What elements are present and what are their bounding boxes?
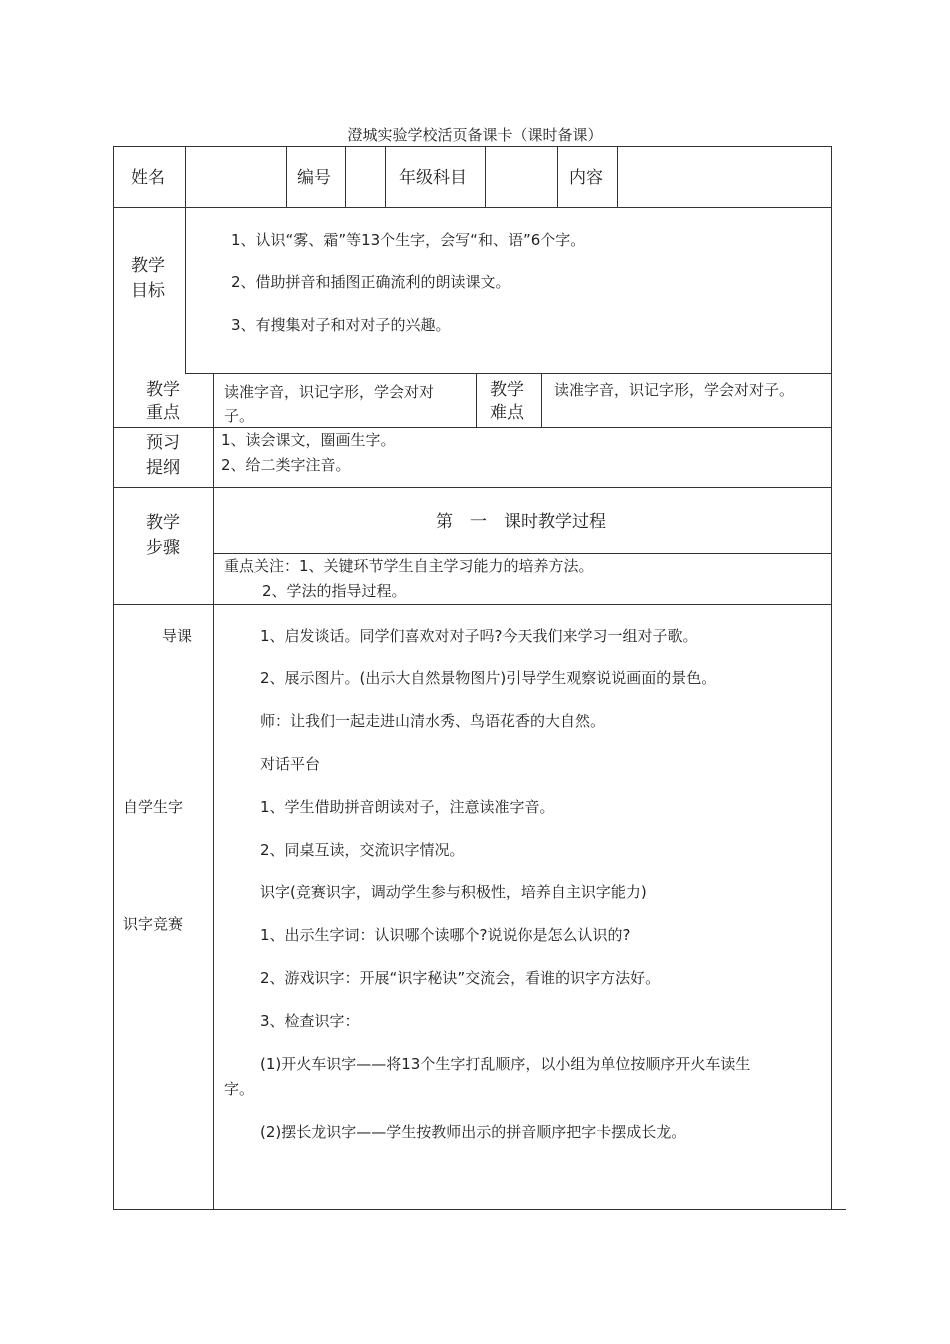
side-label-self-study: 自学生字 — [123, 798, 184, 816]
steps-label: 教学 步骤 — [146, 513, 180, 558]
process-line: 3、检查识字： — [260, 1012, 360, 1030]
grade-subject-label: 年级科目 — [399, 168, 467, 188]
name-label: 姓名 — [131, 168, 165, 188]
process-paragraph: (2)摆长龙识字——学生按教师出示的拼音顺序把字卡摆成长龙。 — [260, 1123, 687, 1141]
process-line: 师：让我们一起走进山清水秀、鸟语花香的大自然。 — [260, 712, 606, 730]
col-divider — [476, 373, 477, 428]
col-divider — [617, 146, 618, 208]
objective-item: 3、有搜集对子和对对子的兴趣。 — [231, 316, 451, 334]
objective-item: 2、借助拼音和插图正确流利的朗读课文。 — [231, 273, 511, 291]
focus-line: 2、学法的指导过程。 — [262, 582, 407, 600]
col-divider — [185, 146, 186, 374]
process-line: 识字(竞赛识字，调动学生参与积极性，培养自主识字能力) — [260, 883, 647, 901]
process-line: 对话平台 — [260, 755, 321, 773]
steps-heading: 第 一 课时教学过程 — [436, 512, 606, 532]
process-line: 1、学生借助拼音朗读对子，注意读准字音。 — [260, 798, 555, 816]
table-right-border — [831, 146, 832, 1210]
col-divider — [485, 146, 486, 208]
process-line: 1、启发谈话。同学们喜欢对对子吗?今天我们来学习一组对子歌。 — [260, 627, 698, 645]
col-divider — [213, 373, 214, 1210]
table-left-border — [113, 146, 114, 1210]
row-divider — [185, 373, 832, 374]
row-divider — [213, 553, 832, 554]
preview-item: 2、给二类字注音。 — [221, 456, 351, 474]
side-label-competition: 识字竞赛 — [123, 915, 184, 933]
row-divider — [113, 604, 832, 605]
table-bottom-border — [113, 1209, 846, 1210]
page-title: 澄城实验学校活页备课卡（课时备课） — [347, 126, 603, 144]
process-line: 1、出示生字词：认识哪个读哪个?说说你是怎么认识的? — [260, 926, 631, 944]
col-divider — [385, 146, 386, 208]
row-divider — [113, 207, 832, 208]
number-label: 编号 — [297, 168, 331, 188]
objective-item: 1、认识“雾、霜”等13个生字，会写“和、语”6个字。 — [231, 231, 586, 249]
difficulties-text: 读准字音，识记字形，学会对对子。 — [554, 381, 795, 399]
process-line: 2、同桌互读，交流识字情况。 — [260, 841, 465, 859]
objectives-label: 教学 目标 — [131, 256, 165, 301]
preview-item: 1、读会课文，圈画生字。 — [221, 431, 396, 449]
row-divider — [113, 487, 832, 488]
process-line: 2、游戏识字：开展“识字秘诀”交流会，看谁的识字方法好。 — [260, 969, 661, 987]
process-line: 2、展示图片。(出示大自然景物图片)引导学生观察说说画面的景色。 — [260, 669, 717, 687]
process-paragraph: (1)开火车识字——将13个生字打乱顺序，以小组为单位按顺序开火车读生 — [260, 1055, 751, 1073]
table-top-border — [113, 146, 832, 147]
key-points-text: 读准字音，识记字形，学会对对 子。 — [224, 383, 435, 425]
col-divider — [286, 146, 287, 208]
key-points-label: 教学 重点 — [146, 380, 180, 423]
col-divider — [345, 146, 346, 208]
col-divider — [557, 146, 558, 208]
focus-line: 重点关注：1、关键环节学生自主学习能力的培养方法。 — [224, 557, 594, 575]
preview-label: 预习 提纲 — [146, 433, 180, 478]
process-paragraph: 字。 — [224, 1080, 255, 1098]
difficulties-label: 教学 难点 — [490, 380, 524, 423]
content-label: 内容 — [569, 168, 603, 188]
row-divider — [113, 427, 832, 428]
side-label-intro: 导课 — [162, 627, 193, 645]
col-divider — [541, 373, 542, 428]
